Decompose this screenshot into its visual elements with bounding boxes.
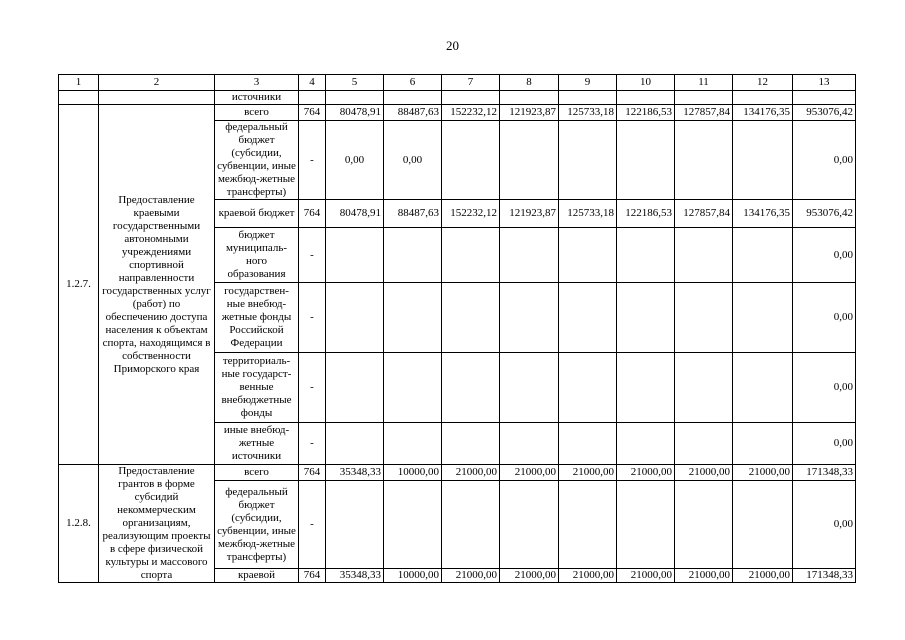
continuation-row: [59, 91, 856, 105]
value-cell: [675, 423, 733, 465]
funding-source: федеральный бюджет (субсидии, субвенции, иные межбюд-жетные трансферты): [215, 481, 299, 569]
empty-cell: [384, 91, 442, 105]
code-cell: -: [299, 423, 326, 465]
value-cell: [733, 228, 793, 283]
empty-cell: [559, 91, 617, 105]
total-cell: 171348,33: [793, 569, 856, 583]
item-number: 1.2.8.: [59, 465, 99, 583]
empty-cell: [442, 91, 500, 105]
total-cell: 0,00: [793, 353, 856, 423]
value-cell: 21000,00: [559, 569, 617, 583]
value-cell: [500, 481, 559, 569]
code-cell: 764: [299, 465, 326, 481]
value-cell: 21000,00: [500, 465, 559, 481]
empty-cell: [793, 91, 856, 105]
value-cell: [500, 228, 559, 283]
item-description: Предоставление грантов в форме субсидий некоммерческим организациям, реализующим проекты в сфере физической культуры и массового спорта: [99, 465, 215, 583]
header-cell: 11: [675, 75, 733, 91]
value-cell: [617, 121, 675, 200]
source-cell: источники: [215, 91, 299, 105]
header-cell: 8: [500, 75, 559, 91]
code-cell: -: [299, 353, 326, 423]
total-cell: 953076,42: [793, 105, 856, 121]
header-cell: 4: [299, 75, 326, 91]
item-description: Предоставление краевыми государственными автономными учреждениями спортивной направленности государственных услуг (работ) по обеспечению доступа населения к объектам спорта, находящимся в собственности Приморского края: [99, 105, 215, 465]
empty-cell: [59, 91, 99, 105]
value-cell: [733, 423, 793, 465]
empty-cell: [500, 91, 559, 105]
code-cell: -: [299, 121, 326, 200]
value-cell: [326, 481, 384, 569]
value-cell: [384, 481, 442, 569]
empty-cell: [617, 91, 675, 105]
value-cell: [675, 283, 733, 353]
total-cell: 0,00: [793, 423, 856, 465]
value-cell: 121923,87: [500, 200, 559, 228]
funding-source: краевой бюджет: [215, 200, 299, 228]
value-cell: [326, 353, 384, 423]
funding-source: краевой: [215, 569, 299, 583]
value-cell: [559, 481, 617, 569]
header-cell: 7: [442, 75, 500, 91]
value-cell: [675, 353, 733, 423]
value-cell: 125733,18: [559, 200, 617, 228]
value-cell: [733, 121, 793, 200]
value-cell: [617, 353, 675, 423]
value-cell: 21000,00: [617, 465, 675, 481]
value-cell: [500, 283, 559, 353]
value-cell: [442, 423, 500, 465]
value-cell: [675, 481, 733, 569]
funding-source: территориаль-ные государст-венные внебюджетные фонды: [215, 353, 299, 423]
item-number: 1.2.7.: [59, 105, 99, 465]
header-cell: 6: [384, 75, 442, 91]
header-cell: 1: [59, 75, 99, 91]
funding-source: всего: [215, 105, 299, 121]
value-cell: [500, 353, 559, 423]
value-cell: [675, 121, 733, 200]
value-cell: [733, 283, 793, 353]
funding-source: федеральный бюджет (субсидии, субвенции, иные межбюд-жетные трансферты): [215, 121, 299, 200]
budget-table: [58, 74, 856, 583]
value-cell: [442, 481, 500, 569]
value-cell: 122186,53: [617, 105, 675, 121]
empty-cell: [99, 91, 215, 105]
header-cell: 10: [617, 75, 675, 91]
value-cell: 10000,00: [384, 569, 442, 583]
value-cell: 35348,33: [326, 569, 384, 583]
funding-source: бюджет муниципаль-ного образования: [215, 228, 299, 283]
value-cell: 134176,35: [733, 105, 793, 121]
value-cell: [442, 353, 500, 423]
value-cell: [442, 121, 500, 200]
value-cell: [559, 228, 617, 283]
value-cell: 121923,87: [500, 105, 559, 121]
value-cell: 0,00: [384, 121, 442, 200]
section-1-2-7-row: [59, 105, 856, 121]
value-cell: [559, 121, 617, 200]
header-cell: 9: [559, 75, 617, 91]
page-number: 20: [446, 38, 459, 53]
value-cell: 80478,91: [326, 105, 384, 121]
code-cell: -: [299, 481, 326, 569]
value-cell: [617, 423, 675, 465]
header-cell: 3: [215, 75, 299, 91]
total-cell: 171348,33: [793, 465, 856, 481]
value-cell: 152232,12: [442, 105, 500, 121]
value-cell: 88487,63: [384, 105, 442, 121]
value-cell: [384, 228, 442, 283]
value-cell: [442, 283, 500, 353]
value-cell: 21000,00: [617, 569, 675, 583]
value-cell: [442, 228, 500, 283]
value-cell: [617, 283, 675, 353]
value-cell: [500, 423, 559, 465]
header-row: [59, 75, 856, 91]
value-cell: 35348,33: [326, 465, 384, 481]
total-cell: 0,00: [793, 481, 856, 569]
value-cell: [733, 353, 793, 423]
value-cell: [326, 423, 384, 465]
value-cell: 21000,00: [675, 569, 733, 583]
value-cell: 21000,00: [675, 465, 733, 481]
table-body: [59, 75, 856, 583]
value-cell: [384, 423, 442, 465]
total-cell: 0,00: [793, 228, 856, 283]
value-cell: 88487,63: [384, 200, 442, 228]
value-cell: 21000,00: [500, 569, 559, 583]
section-1-2-8-row: [59, 465, 856, 481]
empty-cell: [675, 91, 733, 105]
value-cell: [559, 353, 617, 423]
value-cell: [559, 283, 617, 353]
value-cell: 127857,84: [675, 105, 733, 121]
value-cell: 10000,00: [384, 465, 442, 481]
value-cell: [559, 423, 617, 465]
value-cell: 21000,00: [733, 465, 793, 481]
empty-cell: [326, 91, 384, 105]
value-cell: 80478,91: [326, 200, 384, 228]
value-cell: [617, 481, 675, 569]
value-cell: 21000,00: [559, 465, 617, 481]
funding-source: государствен-ные внебюд-жетные фонды Российской Федерации: [215, 283, 299, 353]
value-cell: [326, 283, 384, 353]
total-cell: 0,00: [793, 121, 856, 200]
value-cell: [617, 228, 675, 283]
value-cell: 127857,84: [675, 200, 733, 228]
value-cell: 21000,00: [442, 569, 500, 583]
total-cell: 953076,42: [793, 200, 856, 228]
total-cell: 0,00: [793, 283, 856, 353]
value-cell: 21000,00: [442, 465, 500, 481]
value-cell: [384, 353, 442, 423]
value-cell: 122186,53: [617, 200, 675, 228]
code-cell: 764: [299, 200, 326, 228]
value-cell: 152232,12: [442, 200, 500, 228]
empty-cell: [733, 91, 793, 105]
value-cell: [675, 228, 733, 283]
value-cell: [326, 228, 384, 283]
header-cell: 13: [793, 75, 856, 91]
header-cell: 5: [326, 75, 384, 91]
value-cell: 0,00: [326, 121, 384, 200]
header-cell: 12: [733, 75, 793, 91]
value-cell: 134176,35: [733, 200, 793, 228]
funding-source: всего: [215, 465, 299, 481]
code-cell: 764: [299, 105, 326, 121]
header-cell: 2: [99, 75, 215, 91]
value-cell: [500, 121, 559, 200]
code-cell: -: [299, 228, 326, 283]
funding-source: иные внебюд-жетные источники: [215, 423, 299, 465]
code-cell: 764: [299, 569, 326, 583]
value-cell: 125733,18: [559, 105, 617, 121]
empty-cell: [299, 91, 326, 105]
value-cell: [384, 283, 442, 353]
value-cell: 21000,00: [733, 569, 793, 583]
code-cell: -: [299, 283, 326, 353]
value-cell: [733, 481, 793, 569]
